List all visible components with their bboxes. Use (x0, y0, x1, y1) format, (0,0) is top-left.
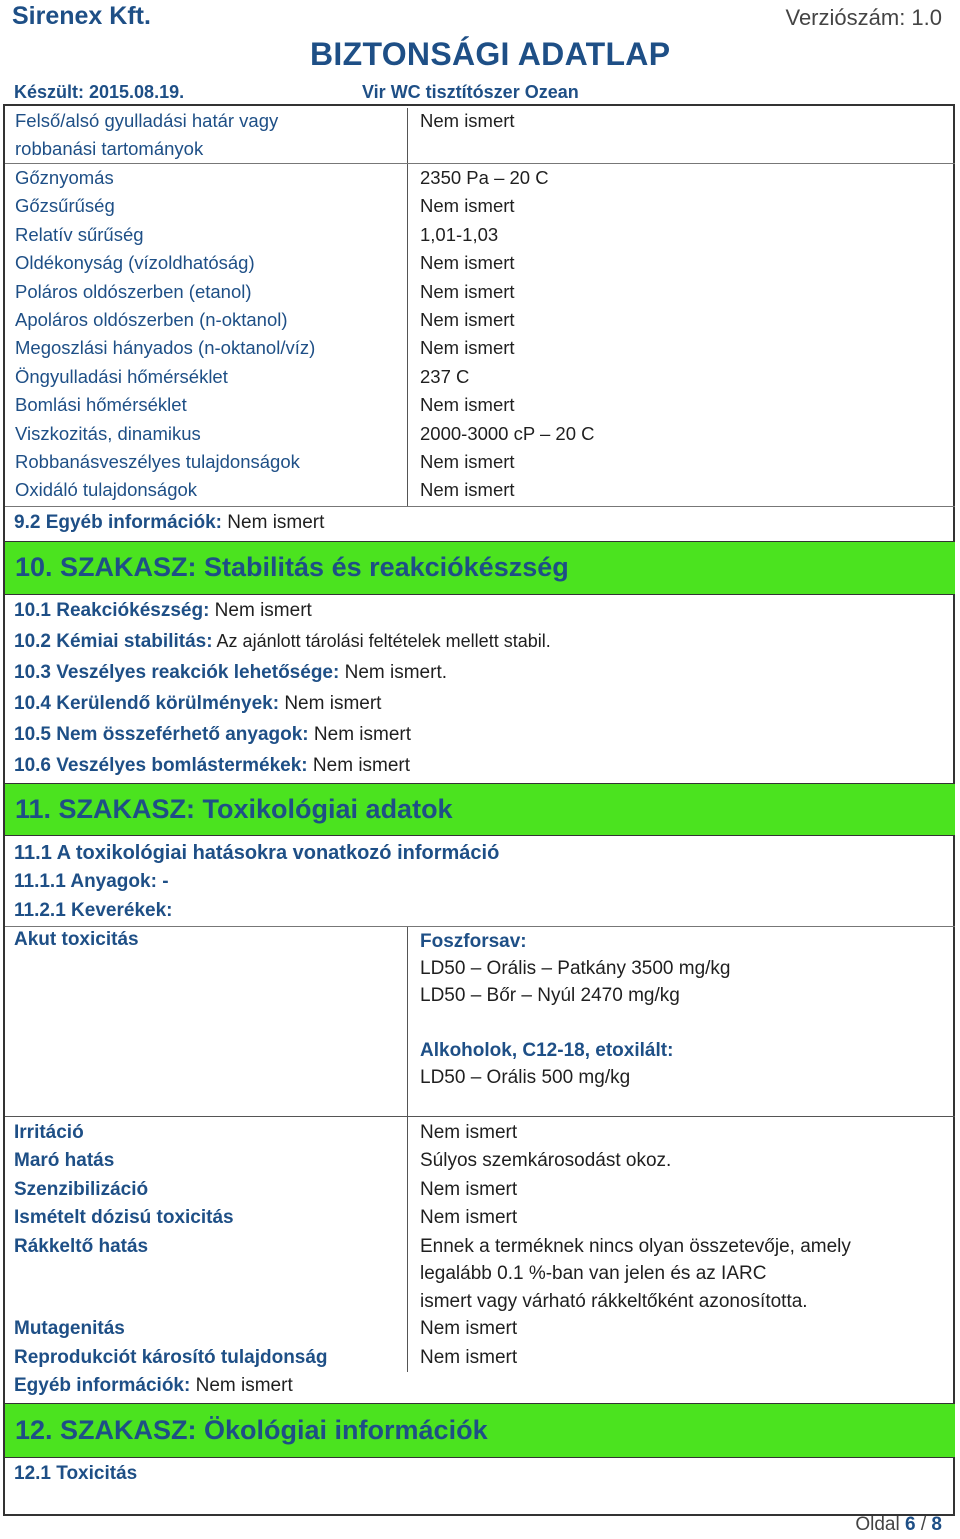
version-number: Verziószám: 1.0 (785, 5, 942, 30)
section-9-2 (14, 512, 324, 534)
property-label: Oxidáló tulajdonságok (15, 479, 198, 501)
property-label: Gőznyomás (15, 167, 114, 188)
property-value: Nem ismert (420, 252, 515, 274)
section-12-heading: 12. SZAKASZ: Ökológiai információk (15, 1415, 488, 1445)
acute-substance-1: Foszforsav: (420, 931, 527, 952)
property-label: Bomlási hőmérséklet (15, 394, 187, 416)
property-value: Nem ismert (420, 450, 515, 472)
row-divider (5, 1116, 955, 1117)
tox-row-label: Szenzibilizáció (14, 1179, 149, 1200)
tox-row-label: Rákkeltő hatás (14, 1236, 149, 1257)
property-value: 237 C (420, 365, 470, 387)
acute-ld50-line: LD50 – Bőr – Nyúl 2470 mg/kg (420, 985, 680, 1006)
tox-row-label: Irritáció (14, 1122, 84, 1143)
property-label: Felső/alsó gyulladási határ vagy (15, 110, 279, 131)
tox-row-value: Nem ismert (420, 1207, 518, 1228)
section-9-2-value: Nem ismert (222, 512, 325, 533)
property-label: Apoláros oldószerben (n-oktanol) (15, 308, 288, 330)
section-9-2-label: 9.2 Egyéb információk: (14, 512, 223, 533)
property-label: Robbanásveszélyes tulajdonságok (15, 450, 300, 472)
section-10-heading: 10. SZAKASZ: Stabilitás és reakciókészség (15, 552, 569, 582)
section-11-1-1: 11.1.1 Anyagok: - (14, 871, 169, 892)
item-value: Az ajánlott tárolási feltételek mellett stabil. (212, 631, 551, 651)
item-value: Nem ismert (190, 1375, 293, 1396)
table-row (5, 419, 955, 447)
property-value: Nem ismert (420, 308, 515, 330)
property-value: Nem ismert (420, 110, 515, 131)
item-value: Nem ismert (279, 693, 382, 714)
tox-row-value-cont: legalább 0.1 %-ban van jelen és az IARC (420, 1263, 767, 1284)
property-label-cont: robbanási tartományok (15, 138, 204, 159)
tox-row-value: Súlyos szemkárosodást okoz. (420, 1150, 672, 1171)
property-value: 2000-3000 cP – 20 C (420, 422, 595, 444)
table-row (5, 475, 955, 503)
page-label: Oldal (855, 1514, 905, 1535)
tox-row-label: Maró hatás (14, 1150, 115, 1171)
table-row (5, 106, 955, 163)
row-divider (5, 506, 955, 507)
property-label: Poláros oldószerben (etanol) (15, 280, 252, 302)
item-value: Nem ismert (307, 755, 411, 776)
created-date: Készült: 2015.08.19. (14, 82, 185, 102)
company-name: Sirenex Kft. (12, 2, 151, 30)
tox-row-value: Nem ismert (420, 1122, 518, 1143)
property-value: Nem ismert (420, 394, 515, 416)
properties-table (5, 106, 955, 504)
tox-row-label: Ismételt dózisú toxicitás (14, 1207, 234, 1228)
section-10-3 (14, 662, 447, 684)
item-value: Nem ismert (308, 724, 412, 745)
property-label: Öngyulladási hőmérséklet (15, 365, 228, 387)
document-title: BIZTONSÁGI ADATLAP (310, 36, 671, 72)
tox-row-label: Reprodukciót károsító tulajdonság (14, 1347, 328, 1368)
table-row (5, 305, 955, 333)
property-value: Nem ismert (420, 337, 515, 359)
current-page: 6 (905, 1514, 916, 1535)
property-value: Nem ismert (420, 280, 515, 302)
item-label: 10.5 Nem összeférhető anyagok: (14, 724, 309, 745)
acute-ld50-line: LD50 – Orális 500 mg/kg (420, 1067, 631, 1088)
table-row (5, 447, 955, 475)
item-label: 10.1 Reakciókészség: (14, 600, 210, 621)
item-label: 10.3 Veszélyes reakciók lehetősége: (14, 662, 340, 683)
tox-row-value: Nem ismert (420, 1179, 518, 1200)
acute-toxicity-label: Akut toxicitás (14, 929, 139, 950)
property-value: Nem ismert (420, 195, 515, 217)
table-row (5, 220, 955, 248)
item-label: 10.6 Veszélyes bomlástermékek: (14, 755, 308, 776)
row-divider (5, 926, 955, 927)
product-name: Vir WC tisztítószer Ozean (362, 82, 579, 102)
property-value: 1,01-1,03 (420, 223, 499, 245)
tox-other-info (14, 1375, 293, 1397)
tox-row-value: Nem ismert (420, 1347, 518, 1368)
acute-ld50-line: LD50 – Orális – Patkány 3500 mg/kg (420, 958, 731, 979)
property-label: Relatív sűrűség (15, 223, 144, 245)
table-divider (407, 927, 408, 1117)
row-divider (5, 163, 955, 164)
tox-row-value-cont: ismert vagy várható rákkeltőként azonosította. (420, 1291, 808, 1312)
section-12-bar (5, 1403, 955, 1458)
section-11-2-1: 11.2.1 Keverékek: (14, 900, 173, 921)
section-10-5 (14, 724, 411, 746)
item-label: 10.4 Kerülendő körülmények: (14, 693, 280, 714)
tox-row-value: Nem ismert (420, 1318, 518, 1339)
table-row (5, 390, 955, 418)
table-divider (407, 1117, 408, 1372)
table-row (5, 191, 955, 219)
table-row (5, 163, 955, 191)
item-label: 10.2 Kémiai stabilitás: (14, 631, 213, 652)
section-10-1 (14, 600, 312, 622)
section-10-6 (14, 755, 410, 777)
section-10-bar (5, 541, 955, 595)
acute-substance-2: Alkoholok, C12-18, etoxilált: (420, 1040, 674, 1061)
table-row (5, 333, 955, 361)
tox-row-value: Ennek a terméknek nincs olyan összetevője, amely (420, 1236, 851, 1257)
page-number (855, 1514, 942, 1536)
section-10-2 (14, 631, 551, 653)
tox-row-label: Mutagenitás (14, 1318, 125, 1339)
property-value: Nem ismert (420, 479, 515, 501)
item-label: Egyéb információk: (14, 1375, 191, 1396)
item-value: Nem ismert. (339, 662, 448, 683)
property-label: Viszkozitás, dinamikus (15, 422, 201, 444)
page-separator: / (915, 1514, 932, 1535)
property-label: Gőzsűrűség (15, 195, 115, 217)
section-11-heading: 11. SZAKASZ: Toxikológiai adatok (15, 794, 453, 824)
property-value: 2350 Pa – 20 C (420, 167, 549, 188)
table-row (5, 277, 955, 305)
table-row (5, 362, 955, 390)
section-11-bar (5, 783, 955, 836)
property-label: Megoszlási hányados (n-oktanol/víz) (15, 337, 316, 359)
section-11-1: 11.1 A toxikológiai hatásokra vonatkozó információ (14, 842, 500, 864)
section-12-1: 12.1 Toxicitás (14, 1463, 138, 1484)
item-value: Nem ismert (209, 600, 312, 621)
section-10-4 (14, 693, 381, 715)
property-label: Oldékonyság (vízoldhatóság) (15, 252, 255, 274)
table-row (5, 248, 955, 276)
total-pages: 8 (931, 1514, 942, 1535)
